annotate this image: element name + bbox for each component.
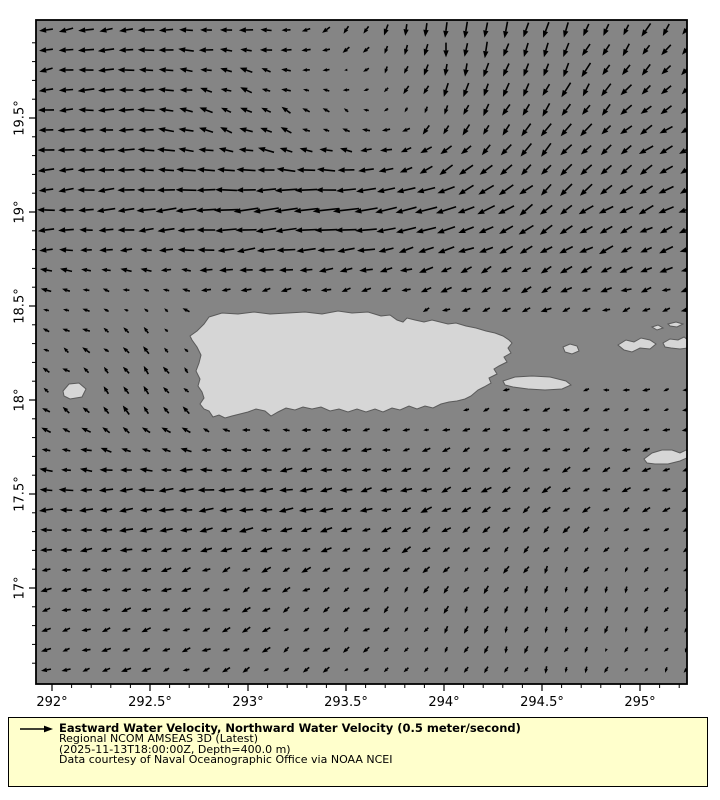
island-culebra (563, 344, 579, 354)
y-tick-label: 17° (12, 576, 28, 600)
x-tick-label: 294.5° (520, 695, 564, 710)
legend-box (8, 717, 708, 787)
legend-time-depth: (2025-11-13T18:00:00Z, Depth=400.0 m) (59, 742, 291, 756)
x-tick-label: 292.5° (128, 695, 172, 710)
x-tick-label: 293° (232, 695, 264, 710)
reference-arrow-icon (19, 723, 55, 735)
x-tick-label: 294° (428, 695, 460, 710)
map-canvas (36, 20, 694, 684)
legend-model: Regional NCOM AMSEAS 3D (Latest) (59, 732, 258, 745)
y-tick-label: 18.5° (12, 288, 28, 324)
x-tick-label: 293.5° (324, 695, 368, 710)
legend-credit: Data courtesy of Naval Oceanographic Office via NOAA NCEI (59, 753, 393, 767)
y-tick-label: 19° (12, 200, 28, 224)
x-tick-label: 292° (36, 695, 68, 710)
y-tick-label: 19.5° (12, 100, 28, 136)
legend-title: Eastward Water Velocity, Northward Water Velocity (0.5 meter/second) (59, 721, 521, 735)
y-tick-label: 18° (12, 388, 28, 412)
y-tick-label: 17.5° (12, 476, 28, 512)
x-tick-label: 295° (624, 695, 656, 710)
